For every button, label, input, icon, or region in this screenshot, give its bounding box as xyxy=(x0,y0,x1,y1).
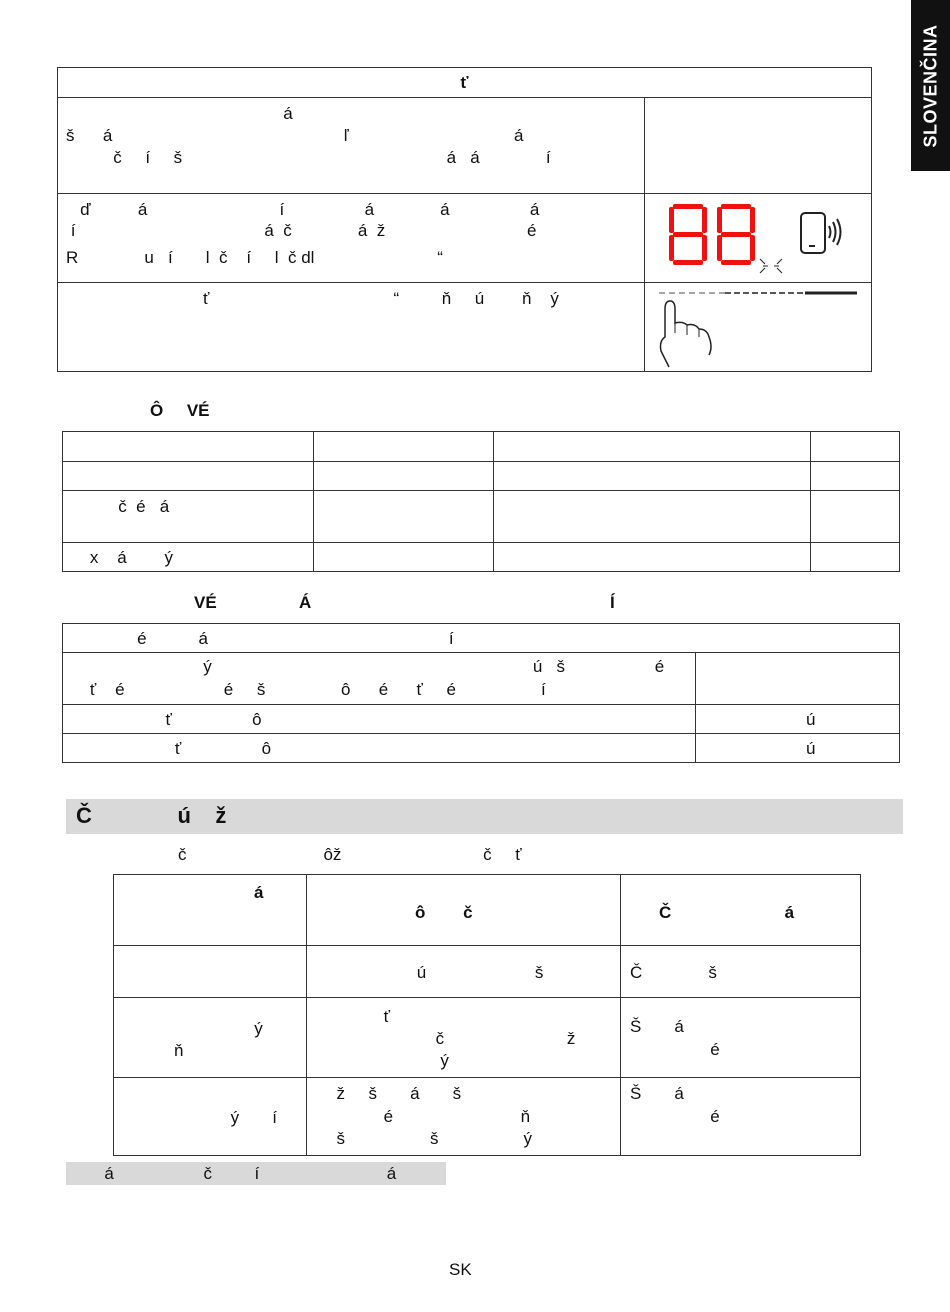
spec-cell xyxy=(811,432,900,462)
header-text: Č á xyxy=(659,903,795,922)
swipe-gesture-icon xyxy=(655,285,861,369)
cell-text: ť xyxy=(327,1007,391,1026)
cell-text: x á ý xyxy=(71,548,174,567)
troubleshooting-table xyxy=(113,874,861,1156)
footnote-text: á č í á xyxy=(76,1164,397,1183)
section-heading-part: Í xyxy=(610,593,615,612)
spec-cell xyxy=(811,462,900,491)
text-line: č í š á á í xyxy=(66,148,551,167)
feature-row-1-image xyxy=(645,98,872,194)
spec-cell xyxy=(63,462,314,491)
spec-cell xyxy=(63,491,314,543)
cell-text: Š á xyxy=(630,1017,684,1036)
spec-cell xyxy=(494,462,811,491)
section-heading-part: VÉ xyxy=(194,593,217,612)
param-cell xyxy=(63,653,696,705)
text-line: R u í l č í l č dl “ xyxy=(66,248,443,267)
text-line: ď á í á á á xyxy=(66,200,540,219)
feature-row-2-image xyxy=(645,194,872,283)
header-text: ô č xyxy=(415,903,473,922)
section-heading: Ô VÉ xyxy=(150,401,210,420)
cell-text: ý xyxy=(122,1019,263,1038)
cell-text: é xyxy=(630,1107,720,1126)
cell-text: ť ô xyxy=(71,710,262,729)
cell-text: Š á xyxy=(630,1084,684,1103)
section-heading-part: Á xyxy=(299,593,312,612)
trouble-header-cell xyxy=(621,875,861,946)
cell-text: Č š xyxy=(630,963,717,982)
param-cell xyxy=(696,705,900,734)
cell-text: ť é é š ô é ť é í xyxy=(71,680,546,699)
feature-table-header xyxy=(58,68,872,98)
cell-text: ť ô xyxy=(71,739,272,758)
text-line: á xyxy=(66,104,293,123)
trouble-header-cell xyxy=(114,875,307,946)
cell-text: č ž xyxy=(327,1029,576,1048)
trouble-cell xyxy=(114,1078,307,1156)
trouble-cell xyxy=(621,946,861,998)
section-banner-title: Č ú ž xyxy=(76,803,227,828)
trouble-cell xyxy=(307,1078,621,1156)
trouble-cell xyxy=(621,998,861,1078)
spec-cell xyxy=(811,491,900,543)
spec-cell xyxy=(314,462,494,491)
spec-cell xyxy=(494,432,811,462)
cell-text: ú š xyxy=(327,963,544,982)
cell-text: ž š á š xyxy=(327,1084,462,1103)
spec-table xyxy=(62,431,900,572)
trouble-cell xyxy=(307,946,621,998)
cell-text: ý ú š é xyxy=(71,657,665,676)
text-line: š á ľ á xyxy=(66,126,524,145)
feature-row-3-text xyxy=(58,283,645,372)
trouble-header-cell xyxy=(307,875,621,946)
phone-signal-icon xyxy=(797,210,849,258)
footnote-bar xyxy=(66,1162,446,1185)
cell-text: é xyxy=(630,1040,720,1059)
section-banner xyxy=(66,799,903,834)
param-cell xyxy=(63,734,696,763)
spec-cell xyxy=(494,491,811,543)
spec-cell xyxy=(314,491,494,543)
header-text: á xyxy=(254,883,264,902)
feature-row-3-image xyxy=(645,283,872,372)
trouble-cell xyxy=(114,998,307,1078)
spec-cell xyxy=(63,543,314,572)
language-tab xyxy=(911,0,950,171)
cell-text: ý xyxy=(327,1051,449,1070)
feature-table-title: ť xyxy=(460,72,469,92)
cell-text: ň xyxy=(122,1041,184,1060)
param-cell xyxy=(63,705,696,734)
section-intro: č ôž č ť xyxy=(178,845,522,864)
page-language-code: SK xyxy=(449,1260,472,1279)
param-cell xyxy=(63,624,900,653)
cell-text: ú xyxy=(806,739,816,758)
feature-table xyxy=(57,67,872,372)
trouble-cell xyxy=(114,946,307,998)
param-cell xyxy=(696,734,900,763)
trouble-cell xyxy=(621,1078,861,1156)
spec-cell xyxy=(494,543,811,572)
language-tab-label: SLOVENČINA xyxy=(920,23,940,148)
trouble-cell xyxy=(307,998,621,1078)
blink-icon xyxy=(757,256,785,276)
spec-cell xyxy=(314,543,494,572)
feature-row-2-text xyxy=(58,194,645,283)
cell-text: ú xyxy=(806,710,816,729)
spec-cell xyxy=(811,543,900,572)
spec-cell xyxy=(314,432,494,462)
text-line: ť “ ň ú ň ý xyxy=(66,289,559,308)
cell-text: š š ý xyxy=(327,1129,532,1148)
parameters-table xyxy=(62,623,900,763)
cell-text: é á í xyxy=(71,629,454,648)
cell-text: é ň xyxy=(327,1107,531,1126)
cell-text: ý í xyxy=(122,1108,277,1127)
cell-text: č é á xyxy=(71,497,170,516)
spec-cell xyxy=(63,432,314,462)
feature-row-1-text xyxy=(58,98,645,194)
text-line: í á č á ž é xyxy=(66,221,537,240)
param-cell xyxy=(696,653,900,705)
